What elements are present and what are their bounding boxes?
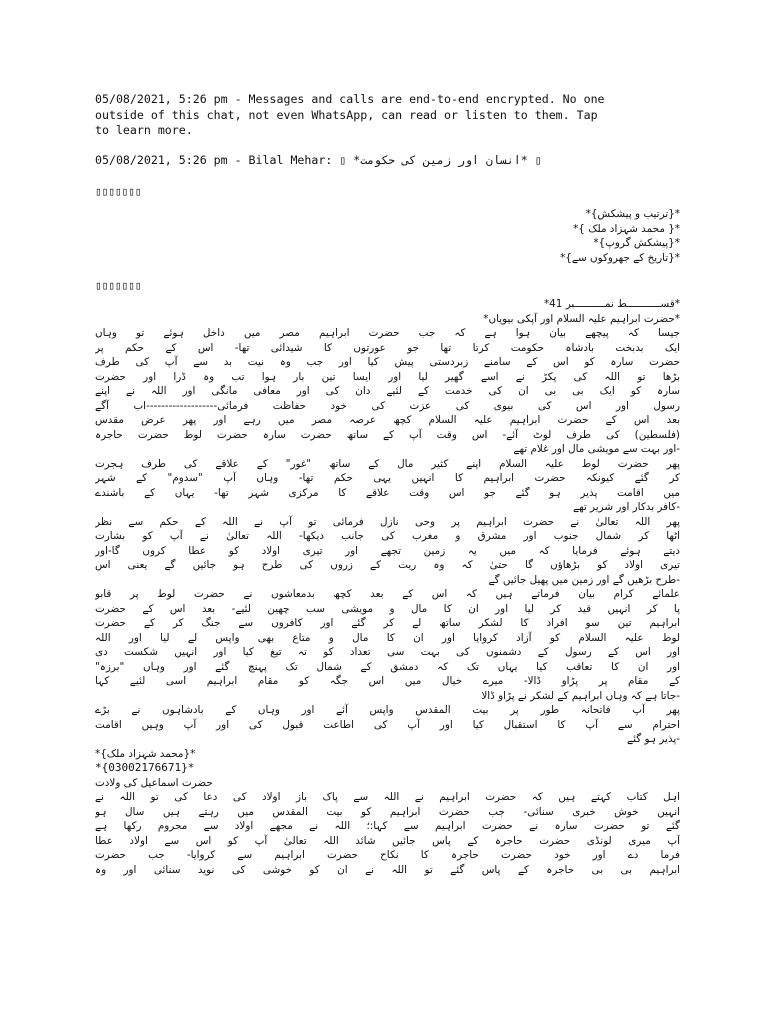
text-line: اور اس کے رسول کے دشمنوں کی بہت سی تعداد کو تہ تیغ کیا اور انہیں شکست دی xyxy=(95,646,680,658)
text-line: آپ میری لونڈی حضرت حاجرہ کے پاس جائیں شائد اللہ تعالیٰ آپ کو اس سے اولاد عطا xyxy=(95,834,680,847)
text-line: -پذیر ہو گئے xyxy=(627,733,680,745)
text-line: پھر آپ فاتحانہ طور پر بیت المقدس واپس آئے اور وہاں کے بادشاہوں نے بڑے xyxy=(95,704,680,716)
text-line: فرما دے اور خود حضرت حاجرہ کا نکاح حضرت ابراہیم سے کروایا- جب حضرت xyxy=(95,849,680,861)
text-line: سارہ کو ایک بی بی ان کی خدمت کے لئیے دان کی اور معافی مانگی اور اللہ نے اپنے xyxy=(95,385,680,397)
text-line: اٹھا کر شمال جنوب اور مشرق و مغرب کی جانب دیکھا- اللہ تعالیٰ نے آپ کو بشارت xyxy=(95,530,680,542)
text-line: (فلسطین) کی طرف لوٹ آئے- اس وقت آپ کے ساتھ حضرت سارہ حضرت لوط حضرت حاجرہ xyxy=(95,428,680,441)
text-line: کر گئے کیونکہ حضرت ابراہیم کا انہیں یہی حکم تھا- وہاں آپ "سدوم" کے شہر xyxy=(95,472,680,484)
text-line: ابراہیم تین سو افراد کا لشکر ساتھ لے کر گئے اور کافروں سے جنگ کر کے حضرت xyxy=(95,617,680,629)
text-line: پا کر انہیں قید کر لیا اور ان کا مال و مویشی سب چھین لئیے- بعد اس کے حضرت xyxy=(95,602,680,615)
text-line: -کافر بدکار اور شریر تھے xyxy=(572,501,680,513)
text-line: -طرح بڑھیں گے اور زمین میں پھیل جائیں گے xyxy=(488,573,680,586)
credit-line: *{ترتیب و پیشکش}* xyxy=(585,208,680,220)
text-line: *{محمد شہزاد ملک}* xyxy=(95,747,196,760)
text-line: علمائے کرام بیان فرماتے ہیں کہ اس کے بعد کچھ بدمعاشوں نے حضرت لوط پر قابو xyxy=(95,588,680,600)
text-line: میں اقامت پذیر ہو گئے جو اس وقت علاقے کا مرکزی شہر تھا- یہاں کے باشندے xyxy=(95,486,680,499)
first-message: 05/08/2021, 5:26 pm - Bilal Mehar: ▯ *انسان اور زمین کی حکومت* ▯ xyxy=(95,153,542,167)
episode-text xyxy=(95,297,680,877)
emoji-placeholder-row-2: ▯▯▯▯▯▯▯ xyxy=(95,279,142,292)
text-line: بڑھا تو اللہ کی پکڑ نے اسے گھیر لیا اور ایسا تین بار ہوا تب وہ ڈرا اور حضرت xyxy=(95,370,680,383)
text-line: کے مقام پر پڑاو ڈالا- میرے خیال میں اس جگہ کو مقام ابراہیم اسی لئیے کہا xyxy=(95,675,680,687)
text-line: تیری اولاد کو بڑھاؤں گا حتیٰ کہ وہ ریت کے زروں کی طرح ہو جائیں گے یعنی اس xyxy=(95,559,680,571)
text-line: انہیں خوش خبری سنائی- جب حضرت ابراہیم کو بیت المقدس میں رہتے ہیں سال ہو xyxy=(95,805,680,818)
credit-line: *{پیشکش گروپ}* xyxy=(593,237,680,249)
text-line: بعد اس کے حضرت ابراہیم علیہ السلام کچھ عرصہ مصر میں رہے اور پھر عرض مقدس xyxy=(95,414,680,426)
text-line: *حضرت ابراہیم علیہ السلام اور آپکی بیویاں* xyxy=(483,312,680,325)
credits-block xyxy=(95,207,680,265)
text-line: -جاتا ہے کہ وہاں ابراہیم کے لشکر نے پڑاو ڈالا xyxy=(481,689,680,702)
text-line: ابراہیم بی بی حاجرہ کے پاس گئے تو اللہ نے ان کو خوشی کی نوید سنائی اور وہ xyxy=(95,863,680,876)
text-line: گئے تو حضرت سارہ نے حضرت ابراہیم سے کہا:؛ اللہ نے مجھے اولاد سے محروم رکھا ہے xyxy=(95,820,680,832)
text-line: اہل کتاب کہتے ہیں کہ حضرت ابراہیم نے اللہ سے پاک باز اولاد کی دعا کی تو اللہ نے xyxy=(95,791,680,803)
text-line: ایک بدبخت بادشاہ حکومت کرتا تھا جو عورتوں کا شیدائی تھا- اس کے حکم پر xyxy=(95,341,680,354)
text-line: رسول اور اس کی بیوی کی عزت کی خود حفاظت فرمائی-------------------اب آگے xyxy=(95,399,680,412)
text-line: حضرت اسماعیل کی ولادت xyxy=(95,776,213,789)
text-line: لوط علیہ السلام کو آزاد کروایا اور ان کا مال و متاع بھی واپس لے لیا اور اللہ xyxy=(95,631,680,644)
text-line: اور ان کا تعاقب کیا یہاں تک کہ دمشق کے شمال تک پہنچ گئے اور وہاں "برزہ" xyxy=(95,660,680,673)
text-line: *{03002176671}* xyxy=(95,761,195,774)
text-line: پھر حضرت لوط علیہ السلام اپنے کثیر مال کے ساتھ "غور" کے علاقے کی طرف ہجرت xyxy=(95,457,680,470)
credit-line: *{ محمد شہزاد ملک }* xyxy=(573,222,680,235)
text-line: دیتے ہوئے فرمایا کہ میں یہ زمین تجھے اور تیری اولاد کو عطا کروں گا-اور xyxy=(95,544,680,557)
text-line: جیسا کہ پیچھے بیان ہوا ہے کہ جب حضرت ابراہیم مصر میں داخل ہوئے تو وہاں xyxy=(95,327,680,339)
text-line: -اور بہت سے مویشی مال اور غلام تھے xyxy=(513,443,680,455)
text-line: حضرت سارہ کو اس کے سامنے زبردستی پیش کیا اور جب وہ نیت بد سے آپ کی طرف xyxy=(95,356,680,368)
text-line: احترام سے آپ کا استقبال کیا اور آپ کی اطاعت قبول کی اور آپ وہیں اقامت xyxy=(95,718,680,731)
text-line: پھر اللہ تعالیٰ نے حضرت ابراہیم پر وحی نازل فرمائی تو آپ نے اللہ کے حکم سے نظر xyxy=(95,515,680,528)
emoji-placeholder-row-1: ▯▯▯▯▯▯▯ xyxy=(95,185,142,198)
credit-line: *{تاریخ کے جھروکوں سے}* xyxy=(560,251,680,264)
encryption-notice: 05/08/2021, 5:26 pm - Messages and calls are end-to-end encrypted. No one outside of this chat, not even WhatsApp, can read or listen to them. Tap to learn more. xyxy=(95,92,605,137)
text-line: *قســـــــــــط نمــــــــــبر 41* xyxy=(543,298,680,310)
